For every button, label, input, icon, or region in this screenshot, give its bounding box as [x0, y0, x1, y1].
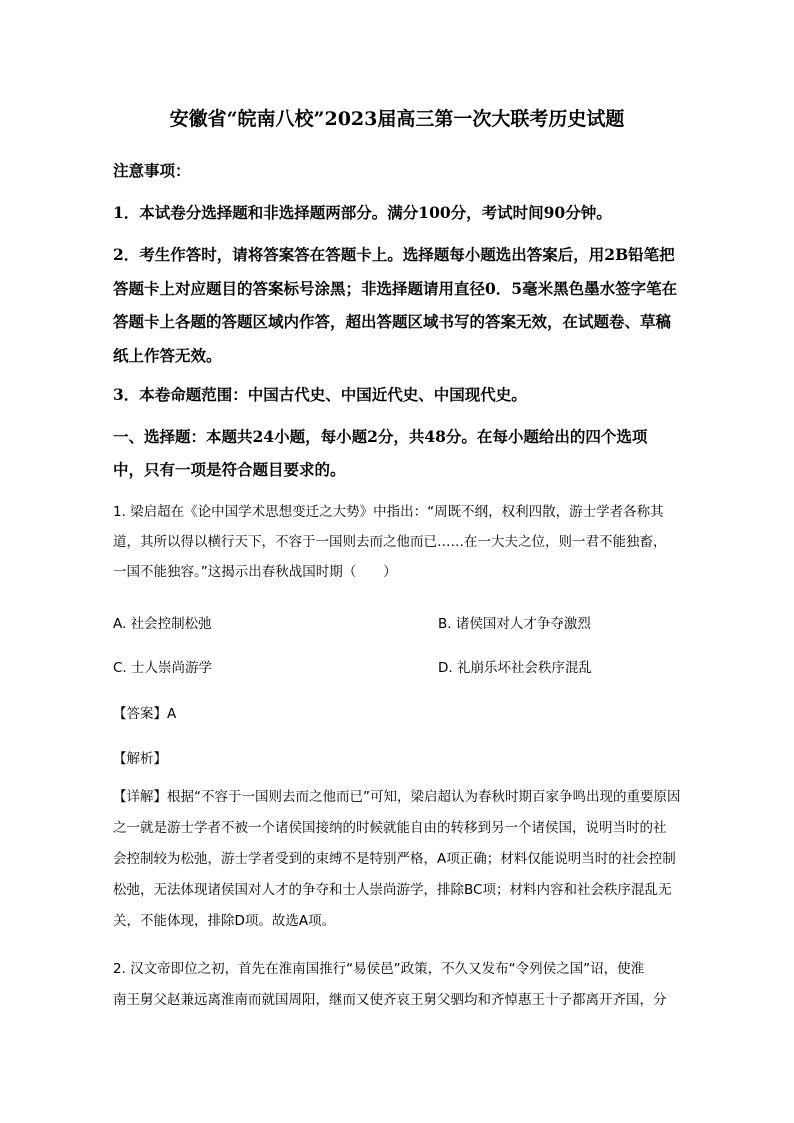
notice-item-2	[113, 238, 713, 372]
q1-stem-line: 道，其所以得以横行天下，不容于一国则去而之他而已……在一大夫之位，则一君不能独畜，	[113, 534, 667, 550]
q2-stem-line: 2. 汉文帝即位之初，首先在淮南国推行“易侯邑”政策，不久又发布“令列侯之国”诏，使淮	[113, 961, 645, 977]
q1-option-d: D. 礼崩乐坏社会秩序混乱	[438, 660, 592, 676]
section-heading	[113, 420, 713, 486]
notice-2-line: 2．考生作答时，请将答案答在答题卡上。选择题每小题选出答案后，用2B铅笔把	[113, 245, 675, 264]
q1-stem-line: 一国不能独容。”这揭示出春秋战国时期（ ）	[113, 564, 397, 580]
q1-detail-line: 之一就是游士学者不被一个诸侯国接纳的时候就能自由的转移到另一个诸侯国，说明当时的社	[113, 820, 667, 836]
q1-option-c: C. 士人崇尚游学	[113, 660, 213, 676]
q1-answer: 【答案】A	[113, 706, 177, 722]
question-2-stem	[113, 954, 713, 1016]
q1-detail	[113, 782, 713, 937]
question-1-stem	[113, 497, 713, 587]
notice-item-1: 1．本试卷分选择题和非选择题两部分。满分100分，考试时间90分钟。	[113, 203, 612, 222]
notice-2-line: 答题卡上各题的答题区域内作答，超出答题区域书写的答案无效，在试题卷、草稿	[113, 312, 672, 331]
notice-heading: 注意事项：	[113, 161, 191, 180]
q1-stem-line: 1. 梁启超在《论中国学术思想变迁之大势》中指出：“周既不纲，权利四散，游士学者各称其	[113, 504, 664, 520]
q1-detail-line: 会控制较为松弛，游士学者受到的束缚不是特别严格，A项正确；材料仅能说明当时的社会控制	[113, 851, 676, 867]
q1-option-b: B. 诸侯国对人才争夺激烈	[438, 616, 591, 632]
notice-2-line: 答题卡上对应题目的答案标号涂黑；非选择题请用直径0．5毫米黑色墨水签字笔在	[113, 278, 678, 298]
q1-analysis-heading: 【解析】	[113, 751, 167, 767]
section-line: 一、选择题：本题共24小题，每小题2分，共48分。在每小题给出的四个选项	[113, 427, 648, 446]
q1-detail-line: 【详解】根据“不容于一国则去而之他而已”可知，梁启超认为春秋时期百家争鸣出现的重要原因	[113, 789, 681, 805]
q1-detail-line: 松弛，无法体现诸侯国对人才的争夺和士人崇尚游学，排除BC项；材料内容和社会秩序混乱无	[113, 882, 672, 898]
q2-stem-line: 南王舅父赵兼远离淮南而就国周阳，继而又使齐哀王舅父驷均和齐悼惠王十子都离开齐国，分	[113, 992, 667, 1008]
q1-option-a: A. 社会控制松弛	[113, 616, 212, 632]
notice-2-line: 纸上作答无效。	[113, 345, 222, 365]
exam-title: 安徽省“皖南八校”2023届高三第一次大联考历史试题	[169, 108, 625, 130]
notice-item-3: 3．本卷命题范围：中国古代史、中国近代史、中国现代史。	[113, 385, 527, 404]
q1-detail-line: 关，不能体现，排除D项。故选A项。	[113, 913, 336, 929]
section-line: 中，只有一项是符合题目要求的。	[113, 460, 346, 479]
